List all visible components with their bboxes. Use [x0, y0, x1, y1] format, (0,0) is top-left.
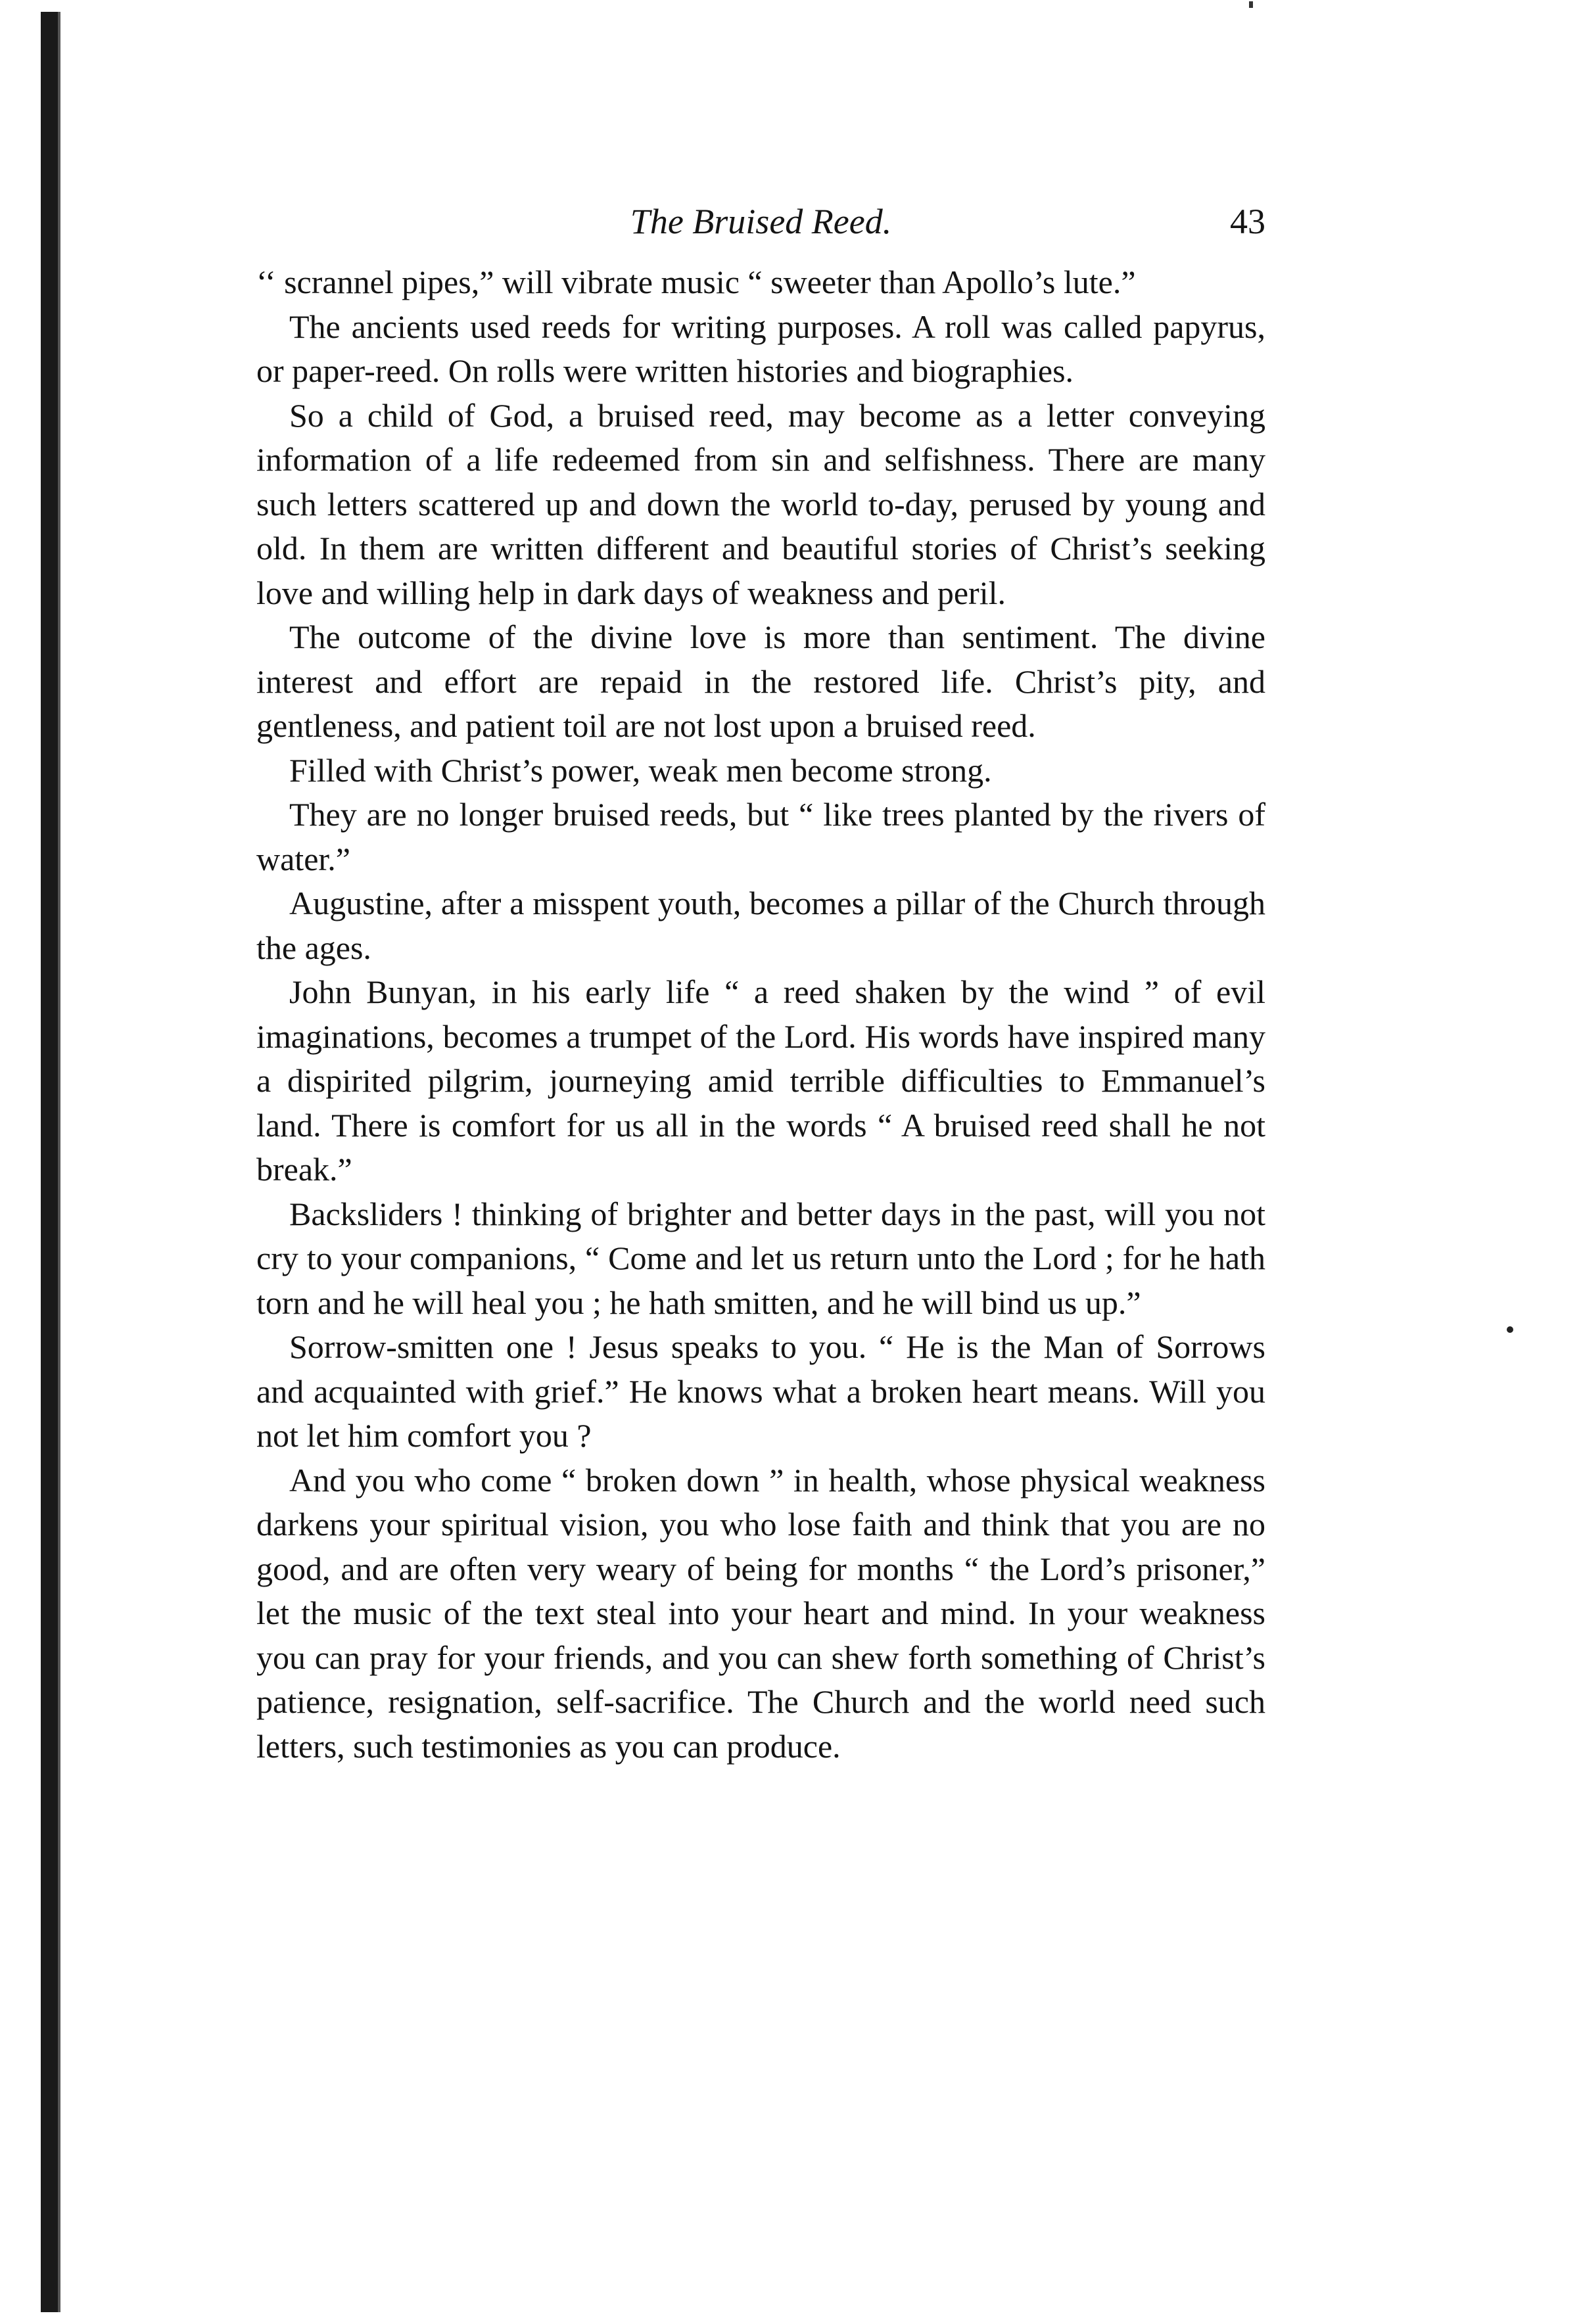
paragraph: Sorrow-smitten one ! Jesus speaks to you. “ He is the Man of Sorrows and acquainted with grief.” He knows what a broken heart means. Will you not let him comfort you ? — [256, 1328, 1265, 1454]
scan-speck — [1507, 1326, 1513, 1333]
paragraph: Backsliders ! thinking of brighter and better days in the past, will you not cry to your companions, “ Come and let us return unto the Lord ; for he hath torn and he will heal you ; he hath smitten, and he will bind us up.” — [256, 1195, 1265, 1321]
paragraph: They are no longer bruised reeds, but “ like trees planted by the rivers of water.” — [256, 796, 1265, 877]
running-head — [256, 198, 1265, 251]
paragraph: John Bunyan, in his early life “ a reed shaken by the wind ” of evil imaginations, becomes a trumpet of the Lord. His words have inspired many a dispirited pilgrim, journeying amid terrible difficulties to Emmanuel’s land. There is comfort for us all in the words “ A bruised reed shall he not break.” — [256, 973, 1265, 1188]
paragraph: And you who come “ broken down ” in health, whose physical weakness darkens your spiritual vision, you who lose faith and think that you are no good, and are often very weary of being for months “ the Lord’s prisoner,” let the music of the text steal into your heart and mind. In your weakness you can pray for your friends, and you can shew forth something of Christ’s patience, resignation, self-sacrifice. The Church and the world need such letters, such testimonies as you can produce. — [256, 1461, 1265, 1765]
paragraph: So a child of God, a bruised reed, may become as a letter conveying information of a life redeemed from sin and selfishness. There are many such letters scattered up and down the world to-day, perused by young and old. In them are written different and beautiful stories of Christ’s seeking love and willing help in dark days of weakness and peril. — [256, 396, 1265, 611]
scan-mark — [1249, 1, 1253, 8]
running-title: The Bruised Reed. — [630, 202, 892, 241]
paragraph: The outcome of the divine love is more than sentiment. The divine interest and effort are repaid in the restored life. Christ’s pity, and gentleness, and patient toil are not lost upon a bruised reed. — [256, 618, 1265, 744]
page-number: 43 — [1230, 202, 1265, 241]
body-text — [256, 260, 1265, 1769]
paragraph: Filled with Christ’s power, weak men become strong. — [289, 751, 992, 789]
paragraph: Augustine, after a misspent youth, becomes a pillar of the Church through the ages. — [256, 885, 1265, 966]
paragraph: The ancients used reeds for writing purposes. A roll was called papyrus, or paper-reed. On rolls were written histories and biographies. — [256, 308, 1265, 389]
paragraph: ‘‘ scrannel pipes,” will vibrate music “ sweeter than Apollo’s lute.” — [256, 264, 1136, 300]
page-binding-edge — [41, 12, 60, 2312]
